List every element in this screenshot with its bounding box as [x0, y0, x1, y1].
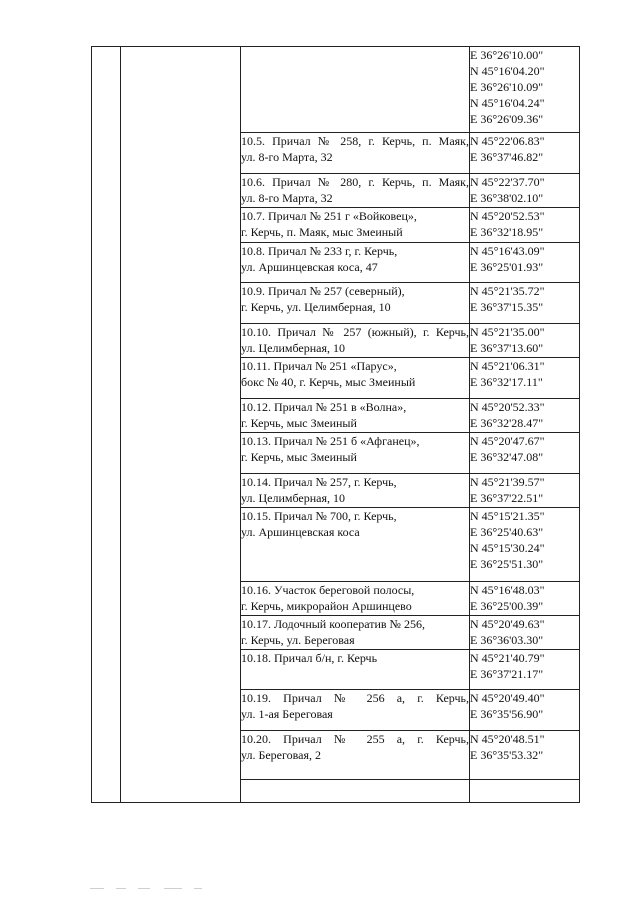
coord-line: E 36°25'51.30": [470, 557, 544, 571]
object-line: 10.5. Причал № 258, г. Керчь, п. Маяк,: [241, 134, 469, 148]
scan-artifact: [90, 886, 210, 892]
object-line: ул. 1-ая Береговая: [241, 707, 333, 721]
object-cell: [241, 358, 470, 399]
object-cell: [241, 133, 470, 174]
object-cell-empty: [241, 47, 470, 133]
object-line: ул. 8-го Марта, 32: [241, 150, 333, 164]
object-cell: [241, 243, 470, 283]
coord-line: N 45°21'06.31": [470, 359, 545, 373]
coord-line: E 36°37'13.60": [470, 341, 544, 355]
object-line: 10.12. Причал № 251 в «Волна»,: [241, 400, 407, 414]
coords-cell: [470, 474, 580, 508]
coords-cell: [470, 650, 580, 690]
coord-line: E 36°37'22.51": [470, 491, 544, 505]
object-line: 10.17. Лодочный кооператив № 256,: [241, 617, 425, 631]
coord-line: N 45°16'04.24": [470, 96, 545, 110]
coords-cell: [470, 174, 580, 208]
coord-line: E 36°32'47.08": [470, 450, 544, 464]
object-cell: [241, 616, 470, 650]
coord-line: N 45°16'48.03": [470, 583, 545, 597]
object-line: 10.9. Причал № 257 (северный),: [241, 284, 405, 298]
object-cell: [241, 174, 470, 208]
object-line: 10.8. Причал № 233 г, г. Керчь,: [241, 244, 398, 258]
coords-cell: [470, 47, 580, 133]
merged-cell-number: [92, 47, 121, 803]
coords-cell: [470, 582, 580, 616]
coord-line: E 36°25'00.39": [470, 599, 544, 613]
object-line: г. Керчь, ул. Береговая: [241, 633, 355, 647]
object-line: ул. Береговая, 2: [241, 748, 321, 762]
coordinates-table-body: [92, 47, 580, 803]
coords-cell: [470, 243, 580, 283]
object-line: ул. 8-го Марта, 32: [241, 191, 333, 205]
coord-line: N 45°16'04.20": [470, 64, 545, 78]
coord-line: N 45°20'49.40": [470, 691, 545, 705]
object-cell: [241, 474, 470, 508]
object-line: ул. Целимберная, 10: [241, 491, 345, 505]
coord-line: N 45°15'30.24": [470, 541, 545, 555]
coords-cell: [470, 508, 580, 582]
table-row-continuation: [92, 47, 580, 133]
coord-line: N 45°15'21.35": [470, 509, 545, 523]
object-line: г. Керчь, ул. Целимберная, 10: [241, 300, 391, 314]
coords-cell: [470, 133, 580, 174]
object-line: 10.11. Причал № 251 «Парус»,: [241, 359, 397, 373]
object-cell: [241, 650, 470, 690]
object-cell: [241, 208, 470, 243]
coord-line: E 36°25'40.63": [470, 525, 544, 539]
coord-line: N 45°20'47.67": [470, 434, 545, 448]
coord-line: N 45°21'35.72": [470, 284, 545, 298]
coord-line: N 45°20'49.63": [470, 617, 545, 631]
object-cell: [241, 283, 470, 324]
coords-cell: [470, 616, 580, 650]
object-line: г. Керчь, мыс Змеиный: [241, 416, 357, 430]
object-line: г. Керчь, микрорайон Аршинцево: [241, 599, 412, 613]
coord-line: E 36°37'46.82": [470, 150, 544, 164]
coord-line: N 45°21'40.79": [470, 651, 545, 665]
coord-line: N 45°22'37.70": [470, 175, 545, 189]
object-line: 10.18. Причал б/н, г. Керчь: [241, 651, 378, 665]
coords-cell: [470, 324, 580, 358]
object-line: 10.7. Причал № 251 г «Войковец»,: [241, 209, 417, 223]
object-line: 10.15. Причал № 700, г. Керчь,: [241, 509, 397, 523]
object-cell: [241, 399, 470, 433]
coord-line: E 36°38'02.10": [470, 191, 544, 205]
object-cell: [241, 582, 470, 616]
coords-cell: [470, 433, 580, 474]
coord-line: E 36°35'56.90": [470, 707, 544, 721]
object-cell: [241, 731, 470, 780]
coords-cell: [470, 731, 580, 780]
coord-line: E 36°35'53.32": [470, 748, 544, 762]
coord-line: E 36°37'21.17": [470, 667, 544, 681]
object-cell-empty: [241, 780, 470, 803]
coord-line: E 36°32'28.47": [470, 416, 544, 430]
object-line: 10.19. Причал № 256 а, г. Керчь,: [241, 691, 469, 705]
coord-line: E 36°26'10.09": [470, 80, 544, 94]
object-line: 10.16. Участок береговой полосы,: [241, 583, 415, 597]
coord-line: E 36°36'03.30": [470, 633, 544, 647]
coord-line: E 36°26'10.00": [470, 48, 544, 62]
coord-line: E 36°37'15.35": [470, 300, 544, 314]
coord-line: N 45°16'43.09": [470, 244, 545, 258]
object-line: г. Керчь, п. Маяк, мыс Змеиный: [241, 225, 403, 239]
merged-cell-name: [121, 47, 241, 803]
object-cell: [241, 433, 470, 474]
object-line: 10.14. Причал № 257, г. Керчь,: [241, 475, 397, 489]
coords-cell: [470, 690, 580, 731]
object-cell: [241, 690, 470, 731]
object-line: бокс № 40, г. Керчь, мыс Змеиный: [241, 375, 416, 389]
object-line: 10.10. Причал № 257 (южный), г. Керчь,: [241, 325, 469, 339]
coords-cell-empty: [470, 780, 580, 803]
coord-line: E 36°26'09.36": [470, 112, 544, 126]
object-line: 10.13. Причал № 251 б «Афганец»,: [241, 434, 420, 448]
object-line: ул. Целимберная, 10: [241, 341, 345, 355]
coords-cell: [470, 208, 580, 243]
coord-line: E 36°32'17.11": [470, 375, 543, 389]
object-line: 10.6. Причал № 280, г. Керчь, п. Маяк,: [241, 175, 469, 189]
object-line: ул. Аршинцевская коса, 47: [241, 260, 378, 274]
coord-line: N 45°20'52.33": [470, 400, 545, 414]
object-line: г. Керчь, мыс Змеиный: [241, 450, 357, 464]
coord-line: N 45°20'52.53": [470, 209, 545, 223]
object-line: 10.20. Причал № 255 а, г. Керчь,: [241, 732, 469, 746]
coord-line: N 45°21'39.57": [470, 475, 545, 489]
object-cell: [241, 324, 470, 358]
coords-cell: [470, 399, 580, 433]
coordinates-table: [91, 46, 580, 803]
coords-cell: [470, 283, 580, 324]
coord-line: N 45°20'48.51": [470, 732, 545, 746]
coord-line: N 45°22'06.83": [470, 134, 545, 148]
coord-line: E 36°32'18.95": [470, 225, 544, 239]
object-cell: [241, 508, 470, 582]
object-line: ул. Аршинцевская коса: [241, 525, 360, 539]
coord-line: N 45°21'35.00": [470, 325, 545, 339]
coords-cell: [470, 358, 580, 399]
coord-line: E 36°25'01.93": [470, 260, 544, 274]
